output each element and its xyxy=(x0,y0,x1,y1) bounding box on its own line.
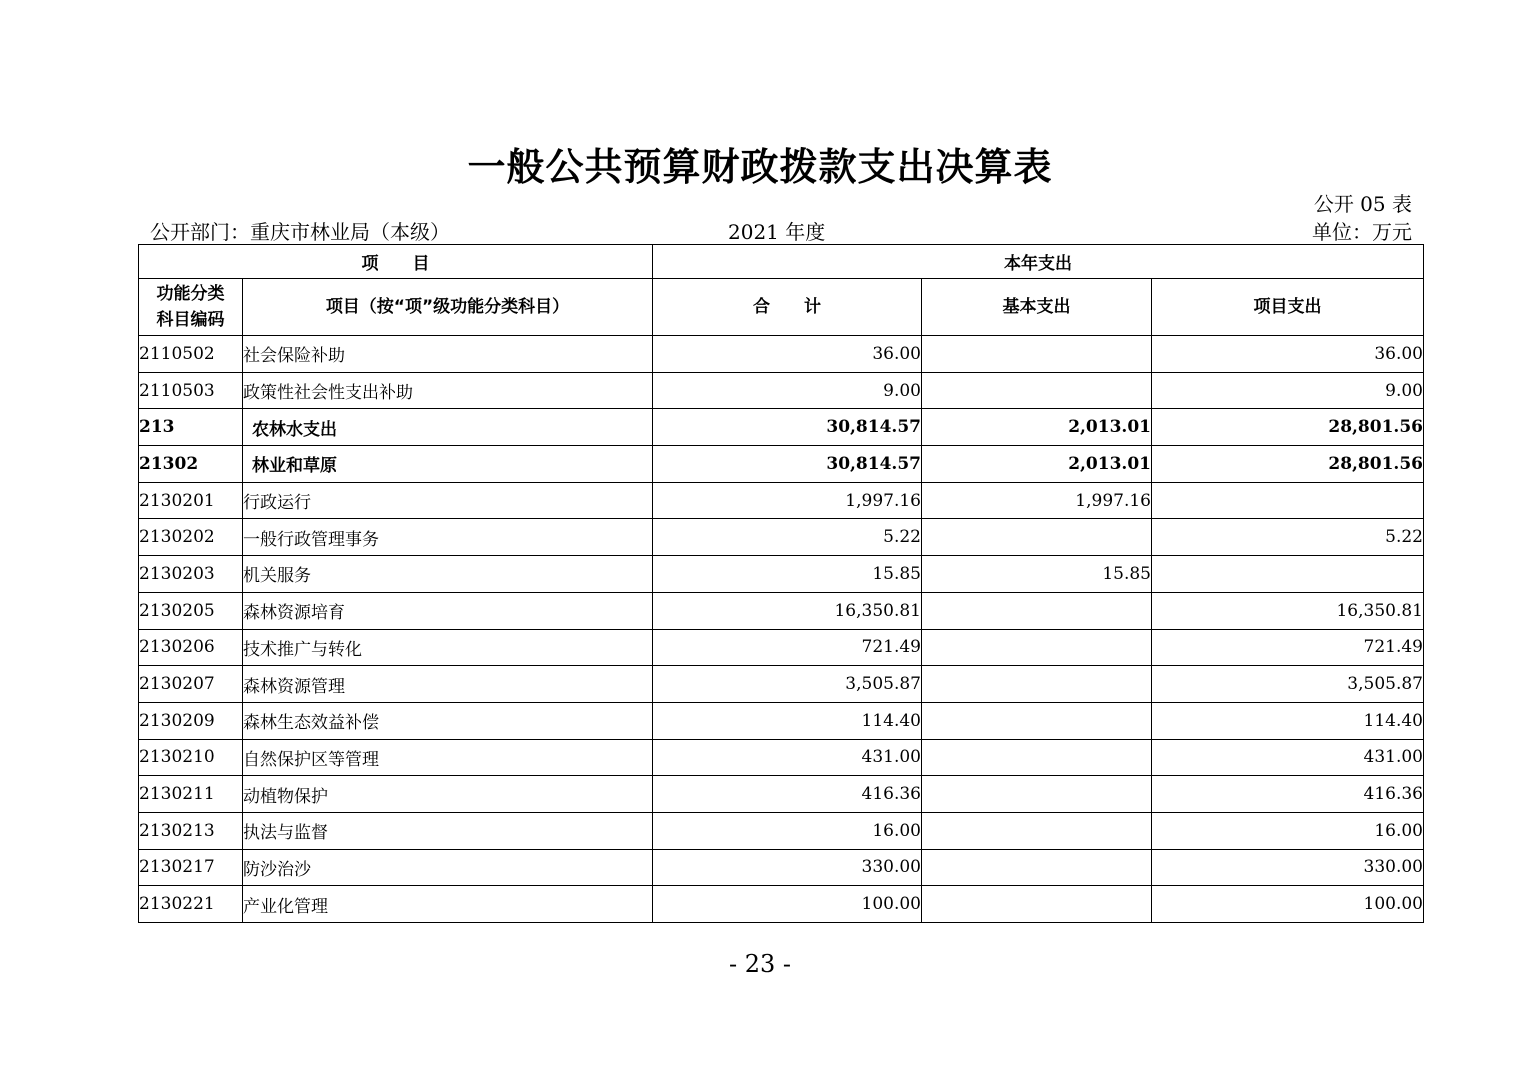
table-row xyxy=(139,592,1424,629)
row-basic: 2,013.01 xyxy=(922,446,1152,483)
row-name: 动植物保护 xyxy=(243,776,653,813)
item-group-header: 项 目 xyxy=(139,245,653,279)
row-basic xyxy=(922,666,1152,703)
table-row xyxy=(139,409,1424,446)
row-project: 3,505.87 xyxy=(1152,666,1424,703)
row-code: 2130211 xyxy=(139,776,243,813)
row-basic xyxy=(922,739,1152,776)
row-basic: 1,997.16 xyxy=(922,482,1152,519)
row-total: 36.00 xyxy=(653,336,922,373)
project-header: 项目支出 xyxy=(1152,279,1424,336)
row-project: 28,801.56 xyxy=(1152,409,1424,446)
row-basic xyxy=(922,629,1152,666)
table-row xyxy=(139,519,1424,556)
row-project: 721.49 xyxy=(1152,629,1424,666)
row-basic xyxy=(922,592,1152,629)
row-project: 36.00 xyxy=(1152,336,1424,373)
row-code: 2130201 xyxy=(139,482,243,519)
page-number: - 23 - xyxy=(728,950,791,978)
table-row xyxy=(139,776,1424,813)
row-name: 自然保护区等管理 xyxy=(243,739,653,776)
row-basic: 2,013.01 xyxy=(922,409,1152,446)
row-total: 100.00 xyxy=(653,886,922,923)
row-code: 2130202 xyxy=(139,519,243,556)
row-code: 2110502 xyxy=(139,336,243,373)
row-project: 28,801.56 xyxy=(1152,446,1424,483)
row-code: 2130210 xyxy=(139,739,243,776)
row-total: 15.85 xyxy=(653,556,922,593)
basic-header: 基本支出 xyxy=(922,279,1152,336)
row-basic: 15.85 xyxy=(922,556,1152,593)
row-code: 2130209 xyxy=(139,702,243,739)
code-header-line1: 功能分类 xyxy=(156,284,225,304)
row-basic xyxy=(922,372,1152,409)
row-total: 16,350.81 xyxy=(653,592,922,629)
row-total: 431.00 xyxy=(653,739,922,776)
row-code: 2130205 xyxy=(139,592,243,629)
code-header xyxy=(139,279,243,336)
row-code: 2130207 xyxy=(139,666,243,703)
row-name: 森林资源培育 xyxy=(243,592,653,629)
row-name: 政策性社会性支出补助 xyxy=(243,372,653,409)
row-total: 416.36 xyxy=(653,776,922,813)
row-project: 114.40 xyxy=(1152,702,1424,739)
row-code: 2110503 xyxy=(139,372,243,409)
table-row xyxy=(139,739,1424,776)
row-name: 森林资源管理 xyxy=(243,666,653,703)
row-name: 执法与监督 xyxy=(243,812,653,849)
row-name: 农林水支出 xyxy=(243,409,653,446)
table-row xyxy=(139,886,1424,923)
row-total: 5.22 xyxy=(653,519,922,556)
row-basic xyxy=(922,776,1152,813)
row-total: 114.40 xyxy=(653,702,922,739)
row-code: 2130203 xyxy=(139,556,243,593)
table-row xyxy=(139,702,1424,739)
fiscal-year: 2021 年度 xyxy=(728,220,826,244)
table-row xyxy=(139,482,1424,519)
row-total: 30,814.57 xyxy=(653,446,922,483)
row-project: 16.00 xyxy=(1152,812,1424,849)
unit-label: 单位：万元 xyxy=(1312,220,1412,244)
page-title: 一般公共预算财政拨款支出决算表 xyxy=(467,145,1053,189)
row-name: 森林生态效益补偿 xyxy=(243,702,653,739)
row-project xyxy=(1152,556,1424,593)
row-project: 431.00 xyxy=(1152,739,1424,776)
row-name: 防沙治沙 xyxy=(243,849,653,886)
header-row-group xyxy=(139,245,1424,279)
table-body xyxy=(139,336,1424,923)
form-number: 公开 05 表 xyxy=(1313,192,1412,216)
table-row xyxy=(139,372,1424,409)
header-row-columns xyxy=(139,279,1424,336)
row-basic xyxy=(922,336,1152,373)
row-code: 21302 xyxy=(139,446,243,483)
name-header: 项目（按“项”级功能分类科目） xyxy=(243,279,653,336)
row-total: 9.00 xyxy=(653,372,922,409)
meta-row xyxy=(150,216,1412,244)
department-label: 公开部门：重庆市林业局（本级） xyxy=(150,220,450,244)
row-total: 3,505.87 xyxy=(653,666,922,703)
current-year-header: 本年支出 xyxy=(653,245,1424,279)
table-row xyxy=(139,812,1424,849)
row-project: 416.36 xyxy=(1152,776,1424,813)
table-row xyxy=(139,336,1424,373)
row-project: 9.00 xyxy=(1152,372,1424,409)
row-project: 100.00 xyxy=(1152,886,1424,923)
row-total: 16.00 xyxy=(653,812,922,849)
row-basic xyxy=(922,886,1152,923)
row-basic xyxy=(922,849,1152,886)
row-name: 社会保险补助 xyxy=(243,336,653,373)
row-total: 721.49 xyxy=(653,629,922,666)
row-code: 213 xyxy=(139,409,243,446)
row-name: 技术推广与转化 xyxy=(243,629,653,666)
row-name: 产业化管理 xyxy=(243,886,653,923)
code-header-line2: 科目编码 xyxy=(156,310,225,330)
row-project xyxy=(1152,482,1424,519)
row-project: 330.00 xyxy=(1152,849,1424,886)
row-name: 一般行政管理事务 xyxy=(243,519,653,556)
row-basic xyxy=(922,702,1152,739)
row-code: 2130213 xyxy=(139,812,243,849)
row-project: 5.22 xyxy=(1152,519,1424,556)
row-code: 2130217 xyxy=(139,849,243,886)
expenditure-table xyxy=(138,244,1424,923)
table-row xyxy=(139,446,1424,483)
row-total: 1,997.16 xyxy=(653,482,922,519)
table-row xyxy=(139,556,1424,593)
row-name: 林业和草原 xyxy=(243,446,653,483)
row-code: 2130221 xyxy=(139,886,243,923)
row-name: 行政运行 xyxy=(243,482,653,519)
row-basic xyxy=(922,519,1152,556)
table-row xyxy=(139,629,1424,666)
table-row xyxy=(139,849,1424,886)
row-basic xyxy=(922,812,1152,849)
row-total: 330.00 xyxy=(653,849,922,886)
row-total: 30,814.57 xyxy=(653,409,922,446)
row-code: 2130206 xyxy=(139,629,243,666)
total-header: 合 计 xyxy=(653,279,922,336)
table-row xyxy=(139,666,1424,703)
row-project: 16,350.81 xyxy=(1152,592,1424,629)
row-name: 机关服务 xyxy=(243,556,653,593)
